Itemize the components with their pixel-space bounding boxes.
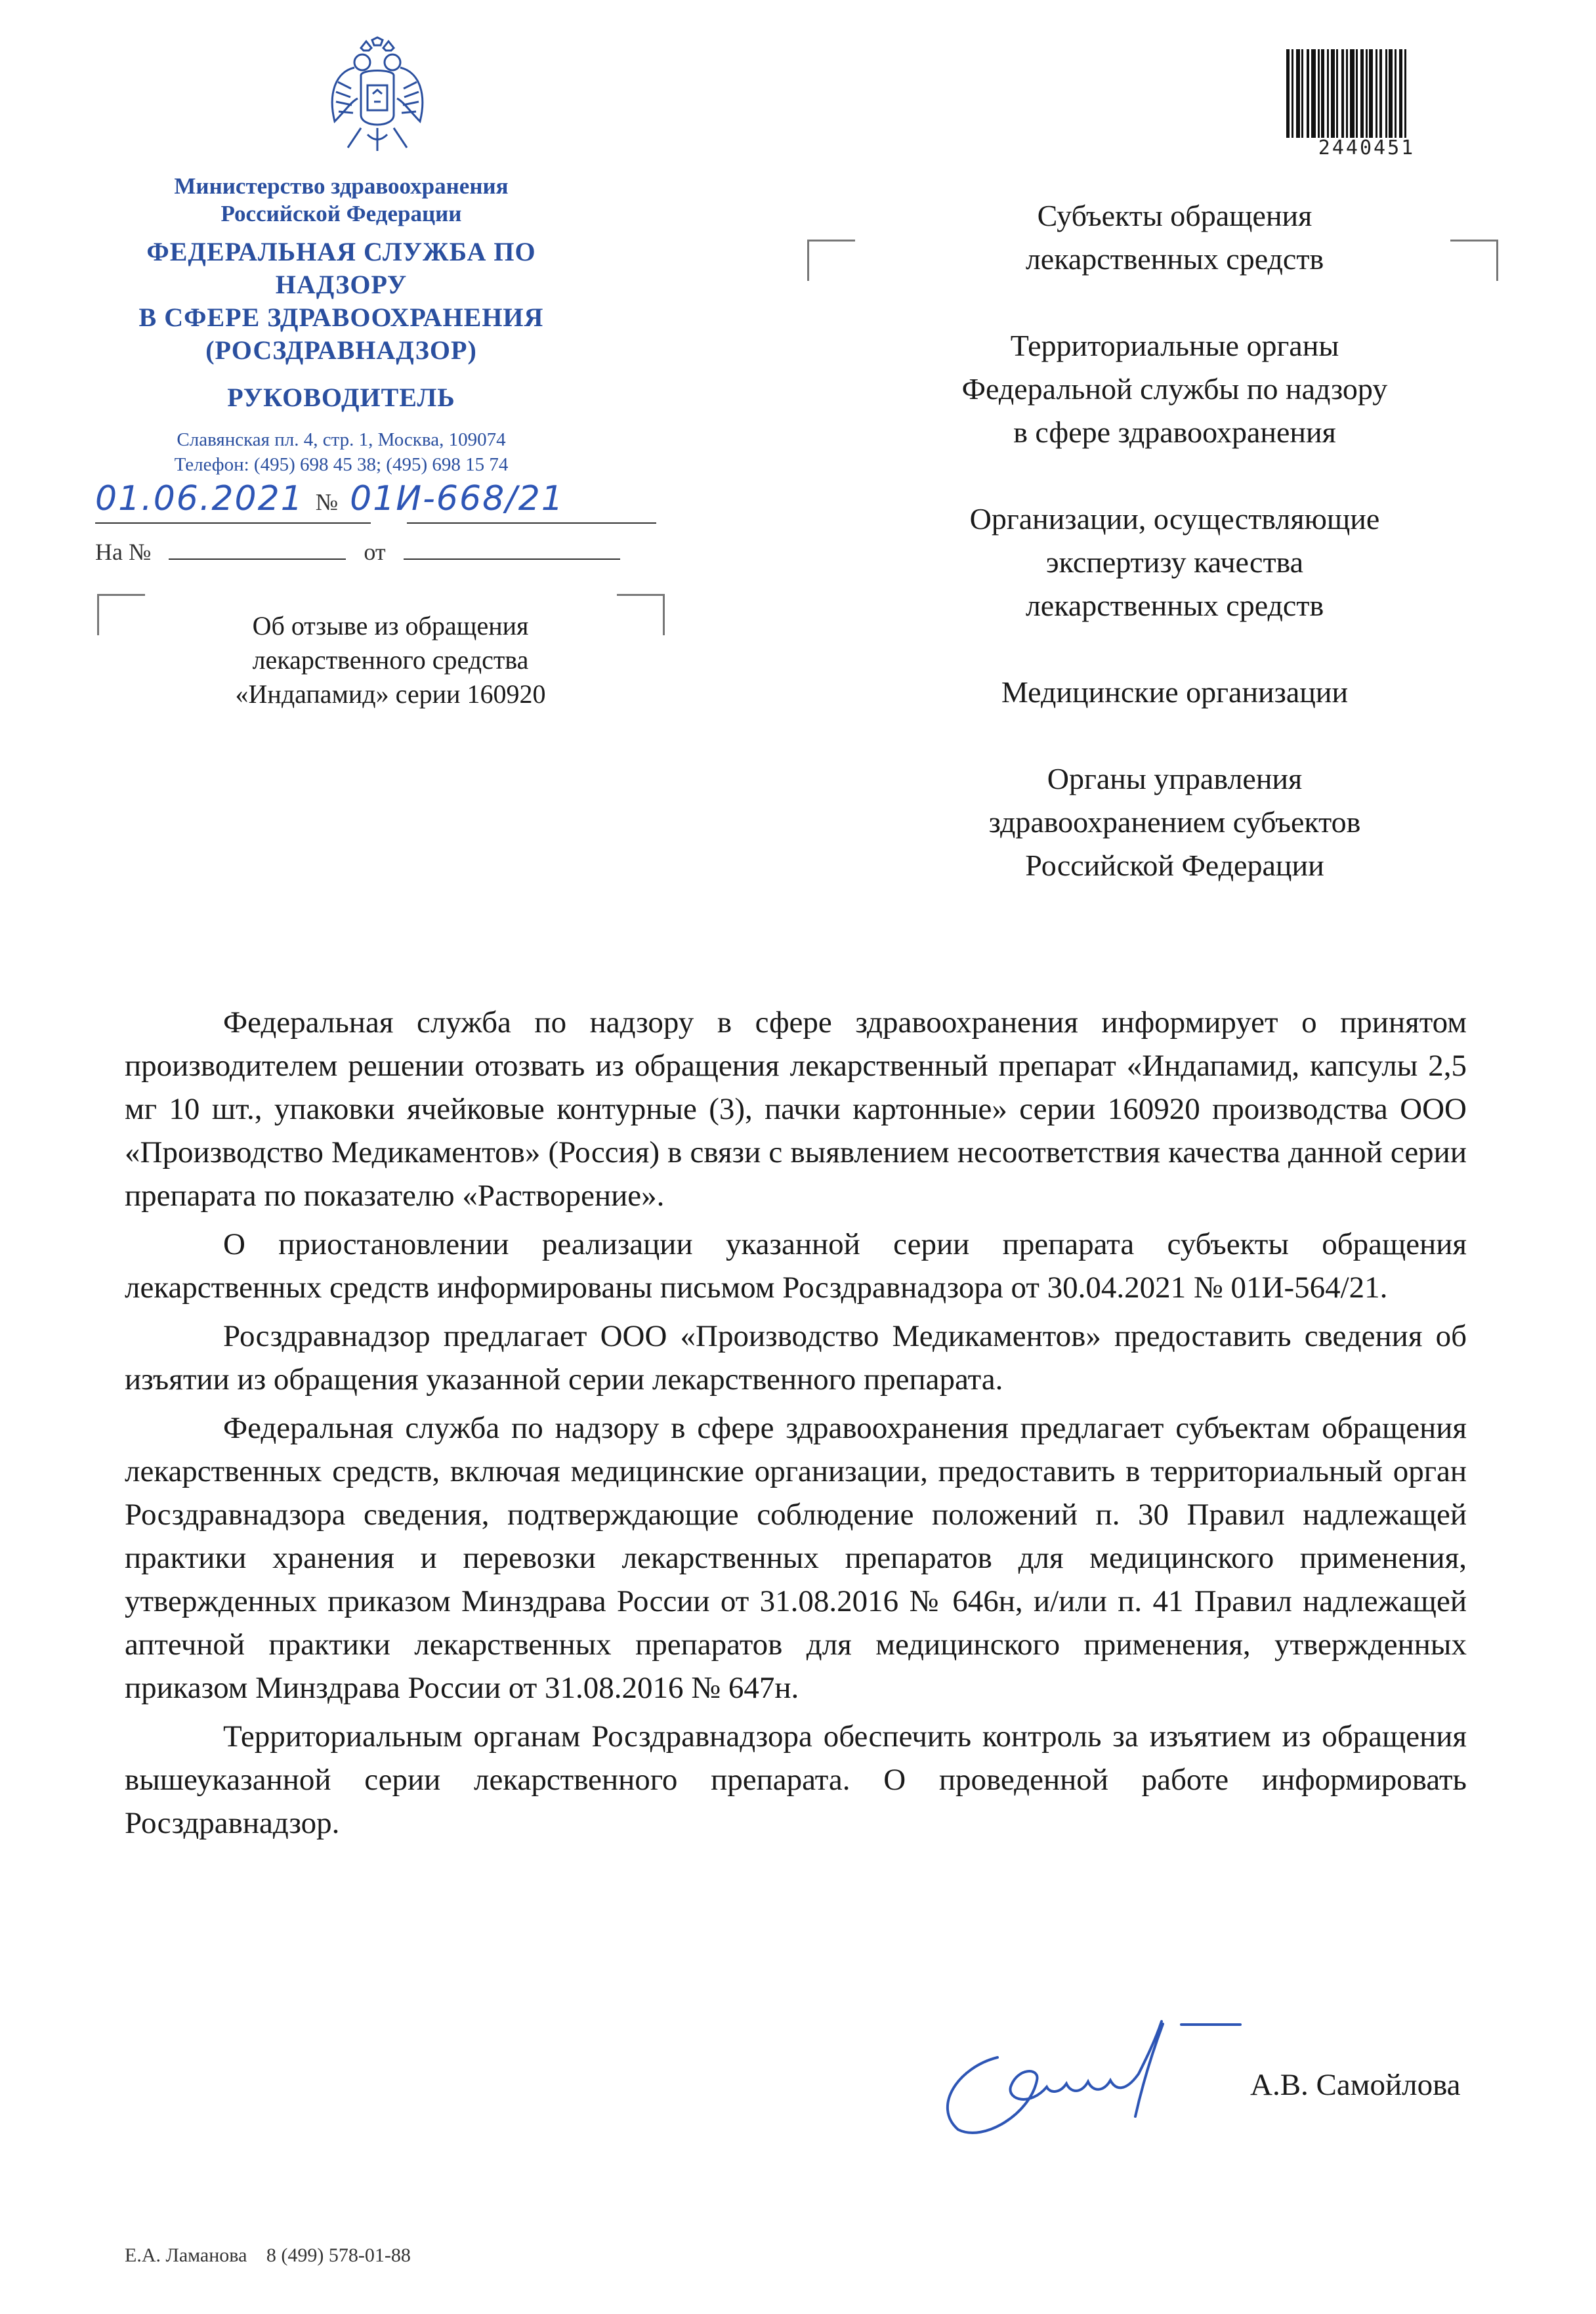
from-blank — [404, 540, 620, 560]
number-label: № — [315, 489, 339, 515]
from-label: от — [364, 539, 386, 565]
letterhead — [85, 173, 597, 477]
service-line-1: ФЕДЕРАЛЬНАЯ СЛУЖБА ПО НАДЗОРУ — [146, 237, 536, 299]
service-line-2: В СФЕРЕ ЗДРАВООХРАНЕНИЯ — [138, 303, 544, 332]
executor-name: Е.А. Ламанова — [125, 2244, 247, 2266]
address: Славянская пл. 4, стр. 1, Москва, 109074 — [177, 429, 506, 450]
body-paragraph-3: Росздравнадзор предлагает ООО «Производство Медикаментов» предоставить сведения об изъятии из обращения указанной серии лекарственного препарата. — [125, 1319, 1467, 1397]
addressee-line: лекарственных средств — [1025, 589, 1324, 622]
handwritten-number: 01И-668/21 — [350, 479, 564, 518]
addressee-line: Органы управления — [1047, 762, 1303, 795]
addressee-line: Субъекты обращения — [1037, 199, 1312, 232]
body-paragraph-2: О приостановлении реализации указанной серии препарата субъекты обращения лекарственных средств информированы письмом Росздравнадзора от 30.04.2021 № 01И-564/21. — [125, 1227, 1467, 1305]
addressee-line: в сфере здравоохранения — [1013, 415, 1336, 449]
body-paragraph-4: Федеральная служба по надзору в сфере здравоохранения предлагает субъектам обращения лекарственных средств, включая медицинские организации, предоставить в территориальный орган Росздравнадзора сведения, подтверждающие соблюдение положений п. 30 Правил надлежащей практики хранения и перевозки лекарственных препаратов для медицинского применения, утвержденных приказом Минздрава России от 31.08.2016 № 646н, и/или п. 41 Правил надлежащей аптечной практики лекарственных препаратов для медицинского применения, утвержденных приказом Минздрава России от 31.08.2016 № 647н. — [125, 1411, 1467, 1705]
addressee-line: экспертизу качества — [1045, 545, 1304, 579]
service-line-3: (РОСЗДРАВНАДЗОР) — [205, 335, 477, 365]
addressee-line: Территориальные органы — [1010, 329, 1339, 362]
addressee-5 — [853, 757, 1496, 887]
addressee-line: Российской Федерации — [1025, 849, 1324, 882]
date-underline — [95, 522, 371, 524]
addressee-bracket-left — [807, 240, 855, 281]
coat-of-arms-icon — [322, 36, 433, 161]
in-reply-blank — [169, 540, 346, 560]
barcode — [1286, 49, 1447, 138]
handwritten-date: 01.06.2021 — [95, 479, 304, 518]
body-paragraph-1: Федеральная служба по надзору в сфере здравоохранения информирует о принятом производителем решении отозвать из обращения лекарственный препарат «Индапамид, капсулы 2,5 мг 10 шт., упаковки ячейковые контурные (3), пачки картонные» серии 160920 производства ООО «Производство Медикаментов» (Россия) в связи с выявлением несоответствия качества данной серии препарата по показателю «Растворение». — [125, 1005, 1467, 1213]
in-reply-line — [95, 538, 673, 566]
subject-line-2: лекарственного средства — [252, 645, 529, 675]
body-paragraph-5: Территориальным органам Росздравнадзора обеспечить контроль за изъятием из обращения вышеуказанной серии лекарственного препарата. О проведенной работе информировать Росздравнадзор. — [125, 1719, 1467, 1840]
registration-line — [95, 479, 751, 525]
phone: Телефон: (495) 698 45 38; (495) 698 15 74 — [174, 454, 509, 475]
addressee-1 — [853, 194, 1496, 281]
addressee-line: Федеральной службы по надзору — [961, 372, 1388, 406]
addressee-line: здравоохранением субъектов — [988, 805, 1361, 839]
addressee-2 — [853, 324, 1496, 454]
barcode-number: 2440451 — [1318, 137, 1416, 159]
addressee-3 — [853, 497, 1496, 627]
position-title: РУКОВОДИТЕЛЬ — [227, 383, 455, 412]
addressee-4 — [853, 671, 1496, 714]
signature-icon — [919, 1995, 1286, 2146]
addressee-list — [853, 194, 1496, 887]
signatory-name: А.В. Самойлова — [1250, 2068, 1461, 2102]
addressee-line: Организации, осуществляющие — [969, 502, 1380, 536]
subject-block — [131, 609, 650, 711]
executor-info — [125, 2244, 411, 2267]
subject-line-1: Об отзыве из обращения — [252, 611, 529, 641]
in-reply-label: На № — [95, 539, 152, 565]
addressee-line: Медицинские организации — [1001, 675, 1349, 709]
addressee-line: лекарственных средств — [1025, 242, 1324, 276]
executor-phone: 8 (499) 578-01-88 — [266, 2244, 411, 2266]
ministry-line-2: Российской Федерации — [220, 201, 462, 226]
subject-line-3: «Индапамид» серии 160920 — [235, 679, 546, 709]
letter-body — [125, 1001, 1467, 1850]
number-underline — [407, 522, 656, 524]
ministry-line-1: Министерство здравоохранения — [174, 173, 509, 199]
